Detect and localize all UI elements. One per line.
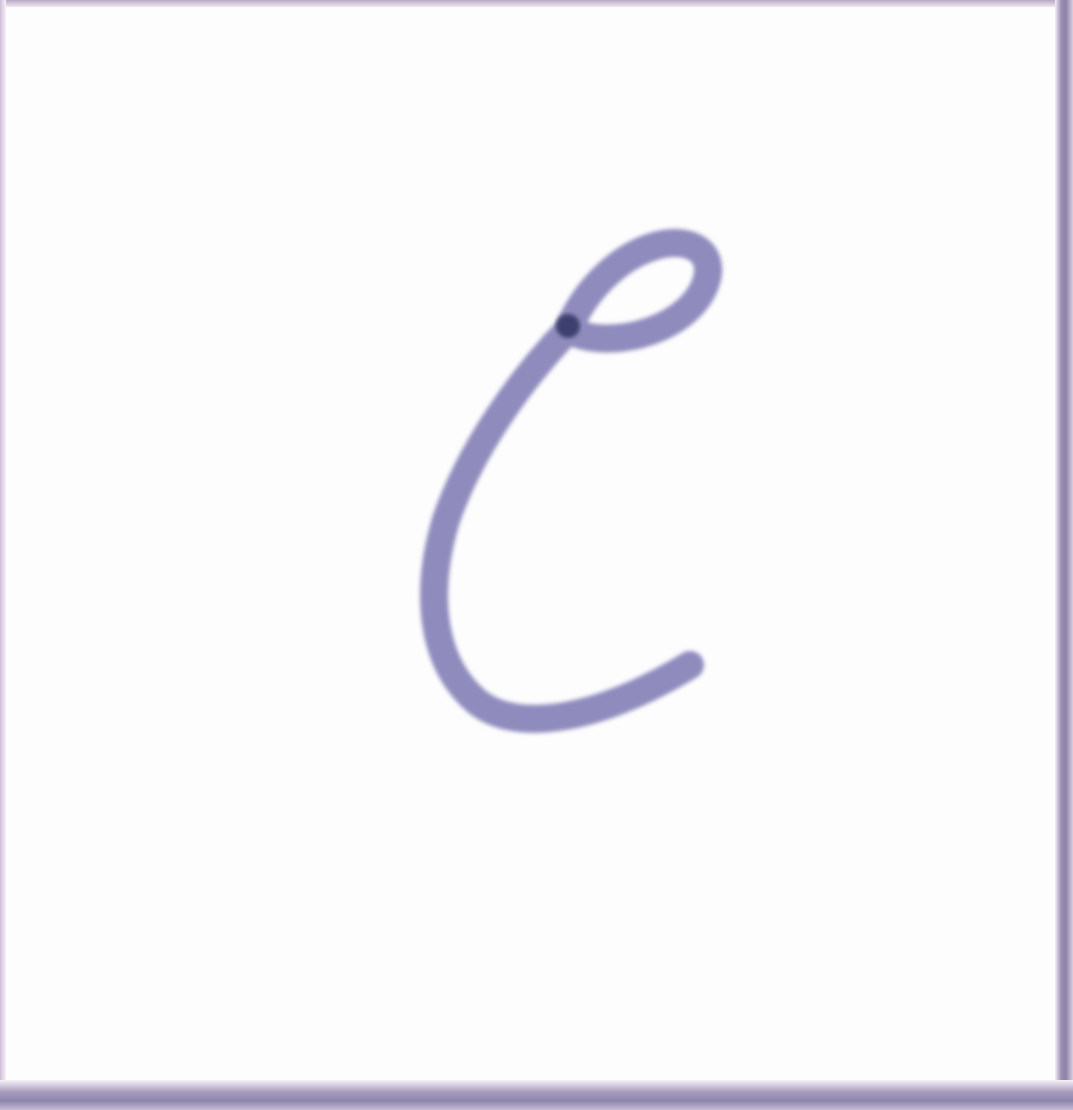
ink-crossing-dot	[556, 314, 580, 338]
letter-stroke	[434, 243, 708, 719]
